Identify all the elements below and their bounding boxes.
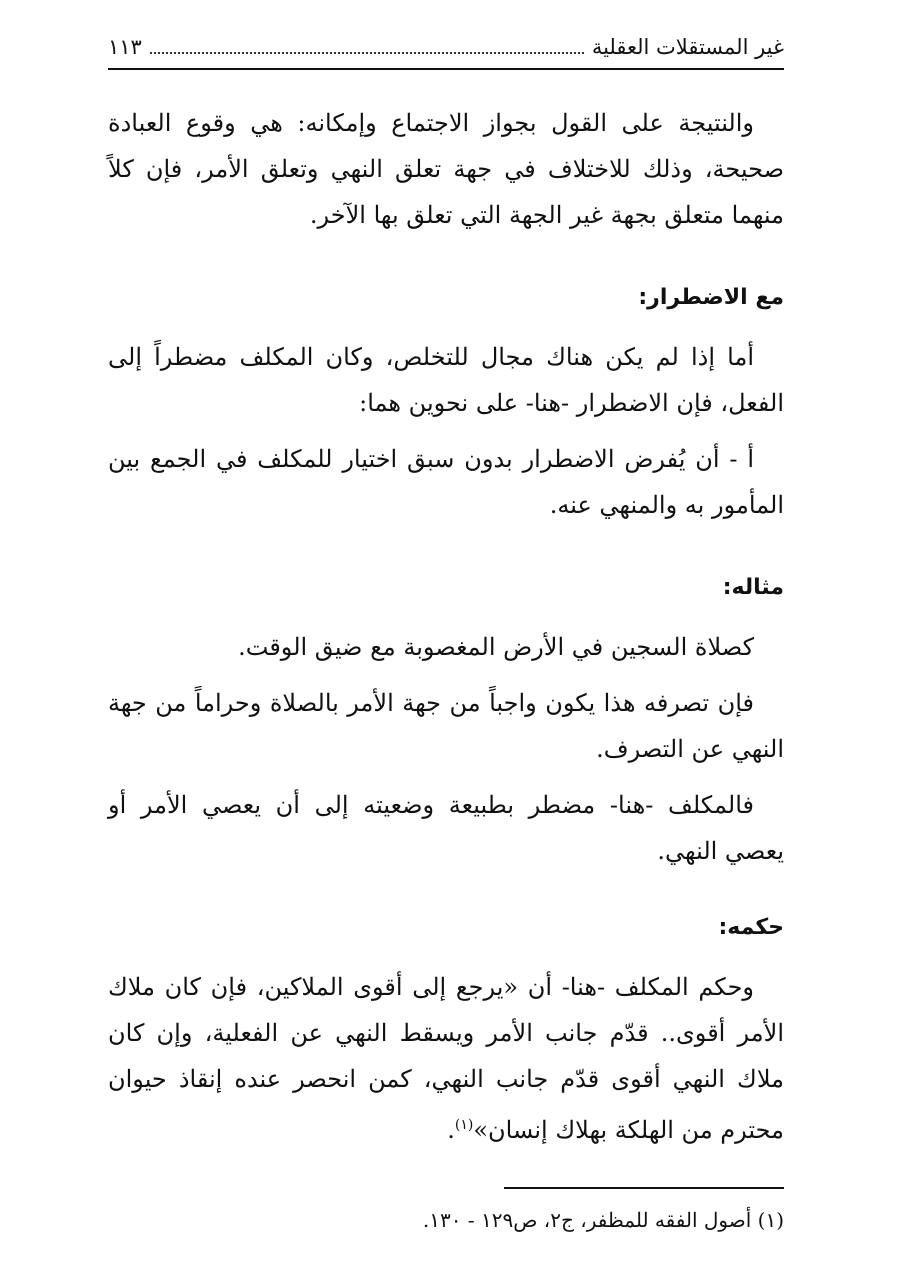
header-title: غير المستقلات العقلية xyxy=(591,35,784,59)
running-header xyxy=(108,30,784,70)
paragraph-ruling xyxy=(108,964,784,1153)
footnote-reference[interactable]: (١) xyxy=(454,1117,474,1133)
heading-with-necessity: مع الاضطرار: xyxy=(638,285,784,310)
paragraph-necessity-intro: أما إذا لم يكن هناك مجال للتخلص، وكان المكلف مضطراً إلى الفعل، فإن الاضطرار -هنا- على نحوين هما: xyxy=(108,343,784,417)
paragraph-disposal: فإن تصرفه هذا يكون واجباً من جهة الأمر بالصلاة وحراماً من جهة النهي عن التصرف. xyxy=(108,689,784,763)
page-number: ١١٣ xyxy=(108,35,142,59)
ruling-end: . xyxy=(447,1116,455,1144)
heading-example: مثاله: xyxy=(722,575,784,600)
paragraph-result: والنتيجة على القول بجواز الاجتماع وإمكانه: هي وقوع العبادة صحيحة، وذلك للاختلاف في جهة تعلق النهي وتعلق الأمر، فإن كلاً منهما متعلق بجهة غير الجهة التي تعلق بها الآخر. xyxy=(108,109,784,229)
book-page xyxy=(108,30,784,1237)
paragraph-example: كصلاة السجين في الأرض المغصوبة مع ضيق الوقت. xyxy=(238,633,754,661)
paragraph-obligated: فالمكلف -هنا- مضطر بطبيعة وضعيته إلى أن يعصي الأمر أو يعصي النهي. xyxy=(108,791,784,865)
heading-ruling: حكمه: xyxy=(718,915,784,940)
header-dot-leader xyxy=(150,51,584,54)
paragraph-case-a: أ - أن يُفرض الاضطرار بدون سبق اختيار للمكلف في الجمع بين المأمور به والمنهي عنه. xyxy=(108,445,784,519)
footnote-separator xyxy=(504,1187,784,1189)
footnote-text: (١) أصول الفقه للمظفر، ج٢، ص١٢٩ - ١٣٠. xyxy=(422,1208,784,1232)
ruling-text: وحكم المكلف -هنا- أن «يرجع إلى أقوى الملاكين، فإن كان ملاك الأمر أقوى.. قدّم جانب الأمر ويسقط النهي عن الفعلية، وإن كان ملاك النهي أقوى قدّم جانب النهي، كمن انحصر عنده إنقاذ حيوان محترم من الهلكة بهلاك إنسان» xyxy=(108,973,785,1144)
